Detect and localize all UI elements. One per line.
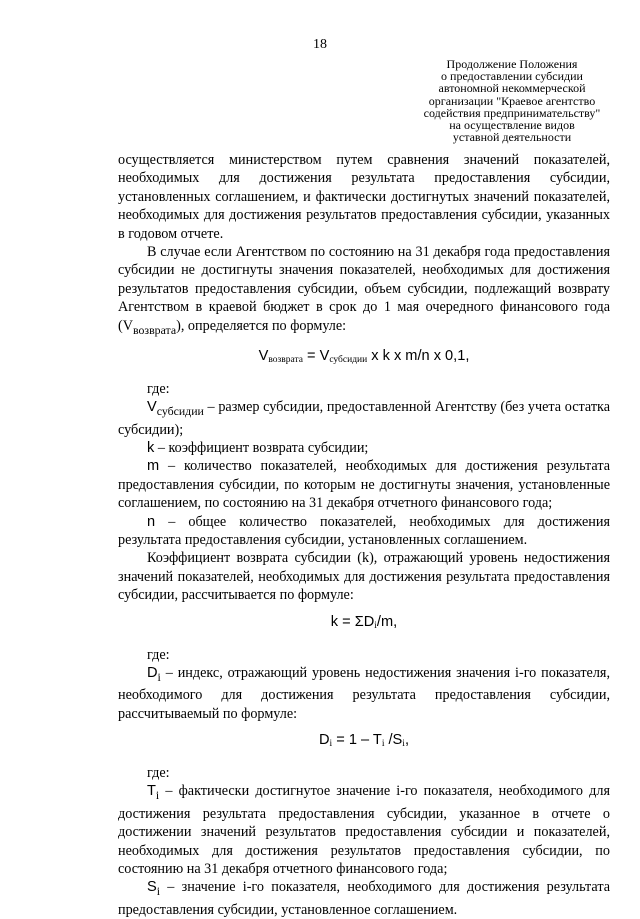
- formula-part: ,: [404, 732, 409, 749]
- definition-s: [118, 878, 610, 919]
- definition-d: [118, 664, 610, 723]
- definition-symbol: m: [147, 458, 160, 475]
- definition-text: – значение i-го показателя, необходимого для достижения результата предоставления субсидии, установленное соглашением.: [118, 879, 610, 918]
- formula-part: = 1 – T: [332, 732, 382, 749]
- document-header: [412, 58, 612, 143]
- definition-text: – размер субсидии, предоставленной Агентству (без учета остатка субсидии);: [118, 399, 610, 438]
- paragraph-text: В случае если Агентством по состоянию на 31 декабря года предоставления субсидии не достигнуты значения показателей, необходимых для достижения результатов предоставления субсидии, объем субсидии, подлежащий возврату Агентством в краевой бюджет в срок до 1 мая очередного финансового года (V: [118, 244, 610, 334]
- formula-part: x k x m/n x 0,1,: [367, 347, 470, 364]
- formula-part: = V: [302, 347, 330, 364]
- formula-part: k = ΣD: [330, 613, 375, 630]
- where-label: где:: [147, 765, 170, 782]
- definition-symbol: D: [147, 665, 158, 681]
- definition-subscript: i: [156, 884, 161, 899]
- definition-subscript: субсидии: [156, 404, 204, 419]
- formula-coefficient: [118, 613, 610, 636]
- definition-text: – индекс, отражающий уровень недостижения значения i-го показателя, необходимого для достижения результата предоставления субсидии, рассчитываемый по формуле:: [118, 665, 610, 722]
- definition-n: [118, 513, 610, 550]
- formula-index: [118, 731, 610, 754]
- definition-text: – общее количество показателей, необходимых для достижения результата предоставления субсидии, установленных соглашением.: [118, 513, 610, 548]
- definition-symbol: T: [147, 783, 156, 800]
- where-label: где:: [147, 380, 170, 397]
- document-body: [118, 151, 610, 919]
- where-label: где:: [147, 646, 170, 663]
- formula-part: /S: [384, 732, 403, 749]
- header-line: содействия предпринимательству": [423, 105, 601, 120]
- definition-symbol: n: [147, 513, 156, 530]
- formula-symbol: D: [319, 732, 330, 749]
- definition-symbol: V: [147, 399, 157, 416]
- definition-text: – фактически достигнутое значение i-го показателя, необходимого для достижения результата предоставления субсидии, указанное в отчете о достижении значений результатов предоставления субсидии и показателей, необходимых для достижения результатов предоставления субсидии, по состоянию на 31 декабря отчетного финансового года;: [118, 783, 610, 877]
- header-line: уставной деятельности: [452, 130, 572, 145]
- header-line: на осуществление видов: [449, 118, 575, 133]
- formula-subscript: субсидии: [329, 354, 368, 365]
- formula-part: /m,: [376, 613, 398, 630]
- paragraph-tail: ), определяется по формуле:: [176, 317, 347, 334]
- header-line: автономной некоммерческой: [438, 81, 586, 96]
- formula-symbol: V: [258, 347, 269, 364]
- definition-v: [118, 398, 610, 439]
- definition-symbol: S: [147, 879, 157, 896]
- definition-t: [118, 782, 610, 878]
- formula-subscript: i: [374, 620, 377, 631]
- definition-text: – количество показателей, необходимых для достижения результата предоставления субсидии, по которым не достигнуты значения, установленные соглашением, по состоянию на 31 декабря отчетного финансового года;: [118, 458, 610, 512]
- definition-subscript: i: [157, 669, 161, 684]
- definition-text: – коэффициент возврата субсидии;: [154, 439, 369, 456]
- subscript: возврата: [132, 322, 177, 337]
- formula-subscript: i: [381, 739, 385, 750]
- paragraph-return-condition: [118, 243, 610, 339]
- formula-subscript: возврата: [268, 354, 303, 365]
- header-line: о предоставлении субсидии: [441, 69, 583, 84]
- definition-k: [118, 439, 610, 457]
- formula-subscript: i: [329, 739, 333, 750]
- definition-subscript: i: [155, 788, 160, 803]
- header-line: организации "Краевое агентство: [428, 93, 596, 108]
- paragraph-coefficient: Коэффициент возврата субсидии (k), отражающий уровень недостижения значений показателей, необходимых для достижения результата предоставления субсидии, рассчитывается по формуле:: [118, 550, 610, 604]
- paragraph-continuation: осуществляется министерством путем сравнения значений показателей, необходимых для достижения результата предоставления субсидии, установленных соглашением, и фактически достигнутых значений показателей, необходимых для достижения результатов предоставления субсидии, указанных в годовом отчете.: [118, 152, 610, 242]
- definition-symbol: k: [147, 439, 155, 456]
- page-number: 18: [313, 37, 327, 52]
- header-line: Продолжение Положения: [446, 57, 578, 71]
- definition-m: [118, 457, 610, 512]
- formula-subscript: i: [402, 739, 405, 750]
- formula-return-volume: [118, 347, 610, 370]
